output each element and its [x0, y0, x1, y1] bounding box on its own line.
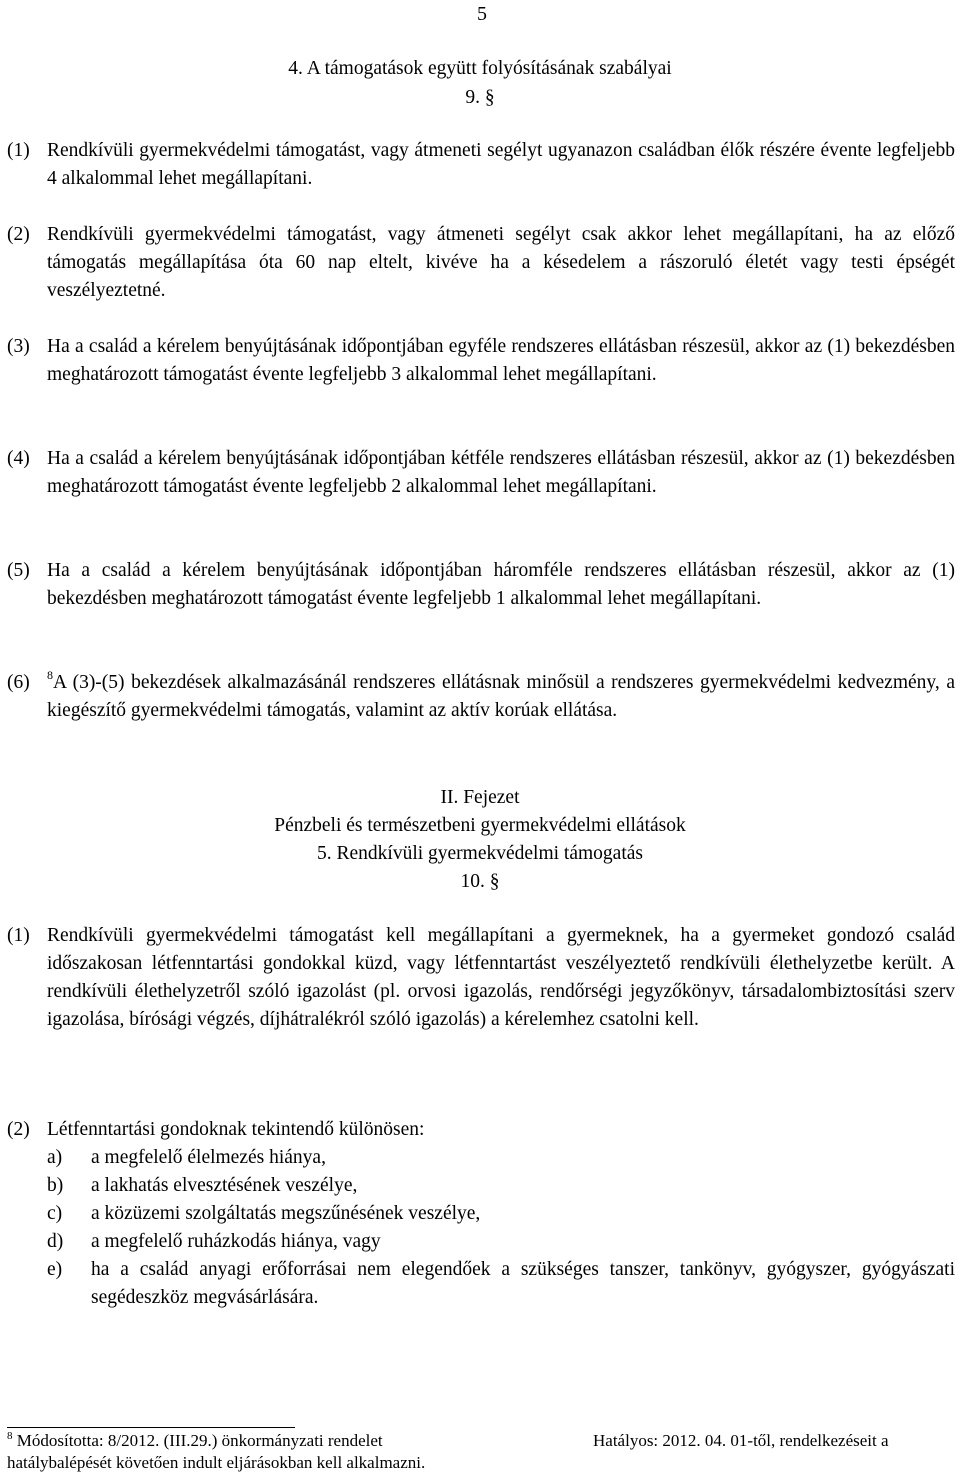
list-marker: a) [47, 1147, 63, 1168]
paragraph-number: (4) [7, 448, 30, 469]
list-item-text: a megfelelő élelmezés hiánya, [91, 1147, 326, 1168]
paragraph-number: (6) [7, 672, 30, 693]
page-number: 5 [477, 3, 487, 25]
paragraph-mark: 10. § [460, 871, 500, 892]
list-item [7, 1256, 955, 1312]
list-item-text: a megfelelő ruházkodás hiánya, vagy [91, 1231, 381, 1252]
list-marker: b) [47, 1175, 64, 1196]
paragraph-text: Rendkívüli gyermekvédelmi támogatást, vagy átmeneti segélyt ugyanazon családban élők részére évente legfeljebb 4 alkalommal lehet megállapítani. [47, 140, 955, 189]
paragraph-text: Létfenntartási gondoknak tekintendő különösen: [47, 1119, 425, 1140]
footnote [7, 1430, 957, 1474]
list-marker: c) [47, 1203, 63, 1224]
criteria-list [7, 1144, 955, 1312]
footnote-effective-date: Hatályos: 2012. 04. 01-től, rendelkezéseit a [593, 1431, 889, 1450]
list-marker: e) [47, 1259, 63, 1280]
footnote-line-2: hatálybalépését követően indult eljárásokban kell alkalmazni. [7, 1453, 426, 1472]
footnote-divider [7, 1427, 295, 1428]
paragraph-text: Rendkívüli gyermekvédelmi támogatást kell megállapítani a gyermeknek, ha a gyermeket gondozó család időszakosan létfenntartási gondokkal küzd, vagy létfenntartást veszélyeztető rendkívüli élethelyzetbe került. A rendkívüli élethelyzetről szóló igazolást (pl. orvosi igazolás, rendőrségi jegyzőkönyv, társadalombiztosítási szerv igazolása, bírósági végzés, díjhátralékról szóló igazolás) a kérelemhez csatolni kell. [47, 925, 955, 1030]
paragraph-6 [7, 669, 955, 725]
paragraph-number: (1) [7, 140, 30, 161]
section-heading: 4. A támogatások együtt folyósításának szabályai [288, 58, 672, 79]
list-item-text: a közüzemi szolgáltatás megszűnésének veszélye, [91, 1203, 481, 1224]
list-item [7, 1144, 955, 1172]
paragraph-number: (2) [7, 1119, 30, 1140]
list-marker: d) [47, 1231, 64, 1252]
list-item-text: ha a család anyagi erőforrásai nem elegendőek a szükséges tanszer, tankönyv, gyógyszer, gyógyászati segédeszköz megvásárlására. [91, 1259, 955, 1308]
paragraph-1 [7, 922, 955, 1034]
section-heading: 5. Rendkívüli gyermekvédelmi támogatás [316, 843, 643, 864]
chapter-subtitle: Pénzbeli és természetbeni gyermekvédelmi ellátások [274, 815, 686, 836]
paragraph-2 [7, 1116, 955, 1144]
list-item [7, 1172, 955, 1200]
paragraph-number: (3) [7, 336, 30, 357]
paragraph-4 [7, 445, 955, 501]
paragraph-text: Rendkívüli gyermekvédelmi támogatást, vagy átmeneti segélyt csak akkor lehet megállapítani, ha az előző támogatás megállapítása óta 60 nap eltelt, kivéve ha a késedelem a rászoruló életét vagy testi épségét veszélyeztetné. [47, 224, 955, 301]
paragraph-2 [7, 221, 955, 305]
paragraph-1 [7, 137, 955, 193]
list-item [7, 1200, 955, 1228]
paragraph-number: (1) [7, 925, 30, 946]
paragraph-number: (5) [7, 560, 30, 581]
paragraph-text: Ha a család a kérelem benyújtásának időpontjában egyféle rendszeres ellátásban részesül, akkor az (1) bekezdésben meghatározott támogatást évente legfeljebb 3 alkalommal lehet megállapítani. [47, 336, 955, 385]
paragraph-text: A (3)-(5) bekezdések alkalmazásánál rendszeres ellátásnak minősül a rendszeres gyermekvédelmi kedvezmény, a kiegészítő gyermekvédelmi támogatás, valamint az aktív korúak ellátása. [47, 672, 955, 721]
chapter-title: II. Fejezet [440, 787, 520, 808]
footnote-reference[interactable]: 8 [47, 668, 53, 682]
paragraph-number: (2) [7, 224, 30, 245]
paragraph-text: Ha a család a kérelem benyújtásának időpontjában háromféle rendszeres ellátásban részesül, akkor az (1) bekezdésben meghatározott támogatást évente legfeljebb 1 alkalommal lehet megállapítani. [47, 560, 955, 609]
paragraph-3 [7, 333, 955, 389]
footnote-line-1 [7, 1430, 957, 1452]
footnote-number: 8 [7, 1430, 13, 1442]
paragraph-mark: 9. § [465, 87, 495, 108]
list-item-text: a lakhatás elvesztésének veszélye, [91, 1175, 358, 1196]
paragraph-text: Ha a család a kérelem benyújtásának időpontjában kétféle rendszeres ellátásban részesül, akkor az (1) bekezdésben meghatározott támogatást évente legfeljebb 2 alkalommal lehet megállapítani. [47, 448, 955, 497]
footnote-amendment: Módosította: 8/2012. (III.29.) önkormányzati rendelet [16, 1431, 383, 1450]
paragraph-5 [7, 557, 955, 613]
list-item [7, 1228, 955, 1256]
